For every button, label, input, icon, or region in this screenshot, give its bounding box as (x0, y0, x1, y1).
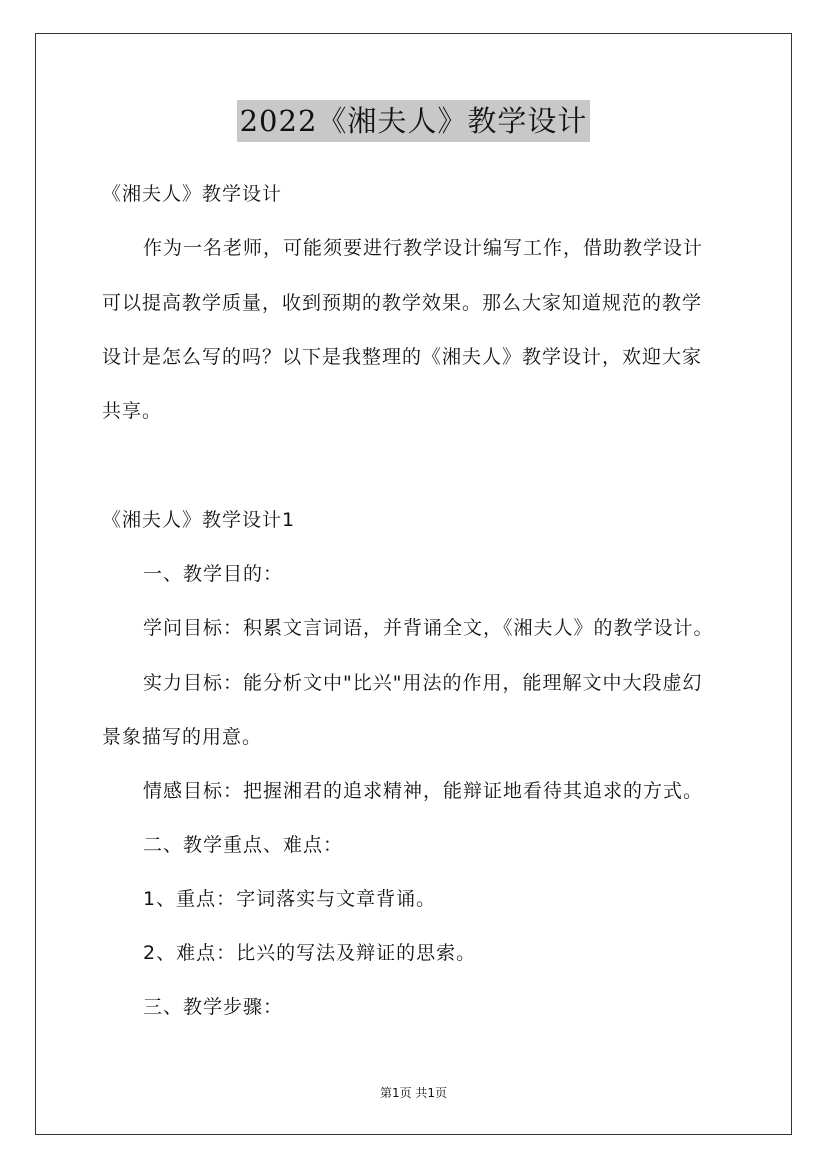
emotion-goal: 情感目标：把握湘君的追求精神，能辩证地看待其追求的方式。 (143, 780, 704, 802)
heading-teaching-goals: 一、教学目的： (143, 563, 284, 585)
key-point-2: 2、难点：比兴的写法及辩证的思索。 (143, 942, 477, 964)
doc-subtitle: 《湘夫人》教学设计 (102, 183, 283, 205)
ability-goal-line-1: 实力目标：能分析文中"比兴"用法的作用，能理解文中大段虚幻 (143, 672, 703, 694)
title-container (0, 100, 827, 142)
ability-goal-line-2: 景象描写的用意。 (102, 726, 263, 748)
key-point-1: 1、重点：字词落实与文章背诵。 (143, 888, 437, 910)
intro-paragraph-line-1: 作为一名老师，可能须要进行教学设计编写工作，借助教学设计 (143, 237, 704, 259)
intro-paragraph-line-2: 可以提高教学质量，收到预期的教学效果。那么大家知道规范的教学 (102, 292, 703, 314)
knowledge-goal: 学问目标：积累文言词语，并背诵全文，《湘夫人》的教学设计。 (143, 617, 714, 639)
intro-paragraph-line-3: 设计是怎么写的吗？以下是我整理的《湘夫人》教学设计，欢迎大家 (102, 346, 703, 368)
heading-teaching-steps: 三、教学步骤： (143, 996, 284, 1018)
intro-paragraph-line-4: 共享。 (102, 400, 163, 422)
document-title: 2022《湘夫人》教学设计 (237, 100, 591, 142)
page-footer: 第1页 共1页 (379, 1086, 448, 1100)
heading-key-points: 二、教学重点、难点： (143, 834, 344, 856)
section-heading: 《湘夫人》教学设计1 (102, 509, 296, 531)
